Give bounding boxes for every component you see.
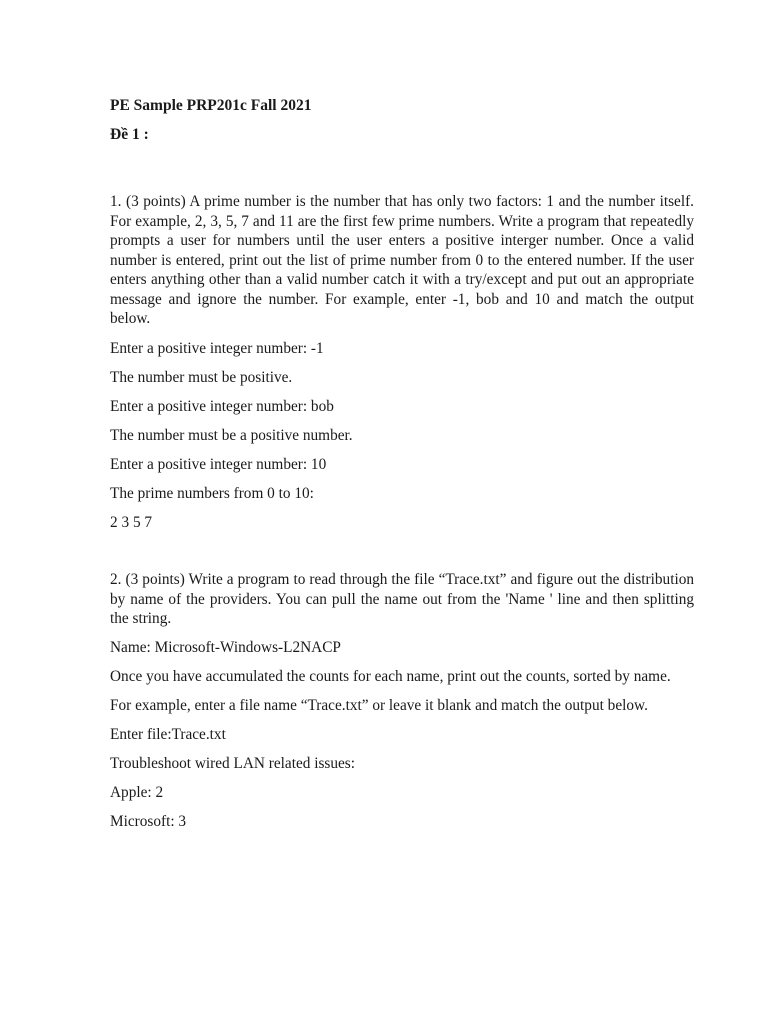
question-1-output-line: Enter a positive integer number: -1	[110, 339, 324, 357]
question-1-output-line: Enter a positive integer number: 10	[110, 455, 327, 473]
question-2-instruction: For example, enter a file name “Trace.txt” or leave it blank and match the output below.	[110, 697, 648, 714]
question-1-output-line: The number must be positive.	[110, 368, 293, 386]
question-2-output-line: Apple: 2	[110, 784, 164, 801]
question-2-instruction: Once you have accumulated the counts for each name, print out the counts, sorted by name.	[110, 668, 671, 685]
question-2-example-line: Name: Microsoft-Windows-L2NACP	[110, 639, 341, 656]
document-title: PE Sample PRP201c Fall 2021	[110, 97, 312, 114]
document-page	[110, 96, 694, 832]
question-2-text: 2. (3 points) Write a program to read through the file “Trace.txt” and figure out the distribution by name of the providers. You can pull the name out from the 'Name ' line and then splitting the string.	[110, 571, 694, 627]
question-2-output-line: Microsoft: 3	[110, 813, 187, 830]
question-1-text: 1. (3 points) A prime number is the number that has only two factors: 1 and the number itself. For example, 2, 3, 5, 7 and 11 are the first few prime numbers. Write a program that repeatedly prompts a user for numbers until the user enters a positive interger number. Once a valid number is entered, print out the list of prime number from 0 to the entered number. If the user enters anything other than a valid number catch it with a try/except and put out an appropriate message and ignore the number. For example, enter -1, bob and 10 and match the output below.	[110, 193, 694, 327]
question-2-output-line: Troubleshoot wired LAN related issues:	[110, 755, 356, 772]
question-1-output-line: Enter a positive integer number: bob	[110, 397, 334, 415]
question-2-output-line: Enter file:Trace.txt	[110, 726, 226, 743]
document-subtitle: Đề 1 :	[110, 126, 149, 143]
question-1-output-line: 2 3 5 7	[110, 513, 153, 531]
question-1-output-line: The prime numbers from 0 to 10:	[110, 484, 314, 502]
question-1-output-line: The number must be a positive number.	[110, 426, 353, 444]
